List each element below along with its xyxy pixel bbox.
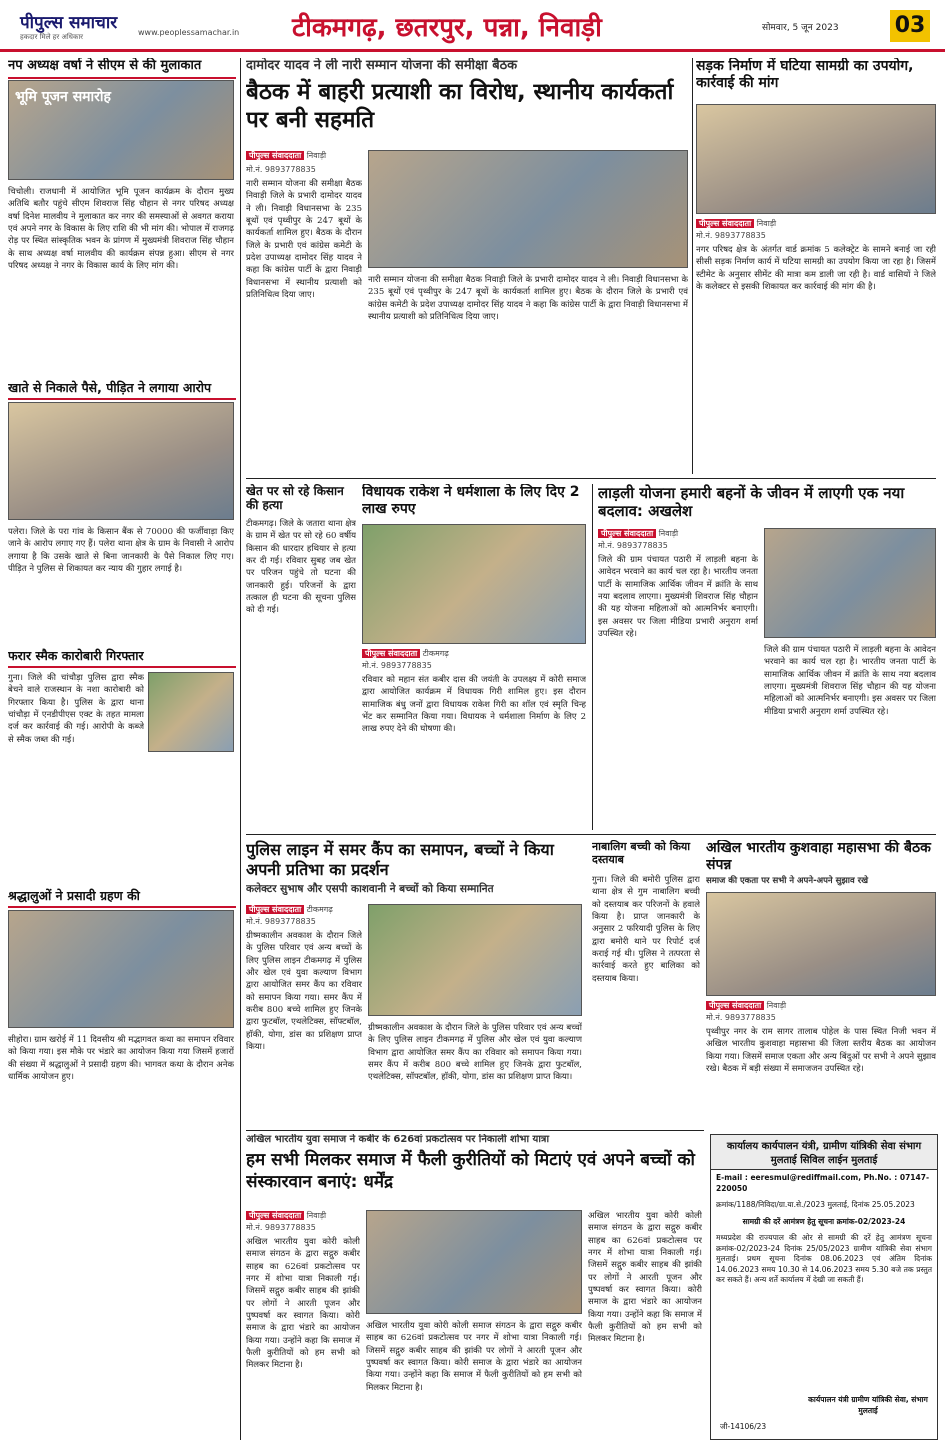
byline: पीपुल्स संवाददाता टीकमगढ़ (362, 648, 449, 659)
headline: पुलिस लाइन में समर कैंप का समापन, बच्चों ने किया अपनी प्रतिभा का प्रदर्शन (246, 840, 554, 879)
website-url: www.peoplessamachar.in (138, 28, 240, 37)
mobile-number: मो.नं. 9893778835 (696, 231, 766, 240)
story-prasadi (8, 888, 236, 1440)
subheadline: कलेक्टर सुभाष और एसपी काशवानी ने बच्चों को किया सम्मानित (246, 883, 494, 895)
headline: अखिल भारतीय कुशवाहा महासभा की बैठक संपन्न (706, 840, 931, 873)
region-title: टीकमगढ़, छतरपुर, पन्ना, निवाड़ी (292, 13, 602, 43)
byline: पीपुल्स संवाददाता निवाड़ी (246, 150, 326, 161)
headline: विधायक राकेश ने धर्मशाला के लिए दिए 2 लाख रुपए (362, 484, 580, 517)
byline: पीपुल्स संवाददाता टीकमगढ़ (246, 904, 333, 915)
article-body: नगर परिषद क्षेत्र के अंतर्गत वार्ड क्रमांक 5 कलेक्ट्रेट के सामने बनाई जा रही सीसी सड़क निर्माण कार्य में घटिया सामग्री का उपयोग किया जा रहा है। जिसमें स्टीमेट के अनुसार सीमेंट की मात्रा कम डाली जा रही है। वार्ड वासियों ने जिले के कलेक्टर से इसकी शिकायत कर कार्रवाई की मांग की है। (696, 245, 936, 292)
photo-devotees (8, 910, 234, 1028)
article-body-cont: ग्रीष्मकालीन अवकाश के दौरान जिले के पुलिस परिवार एवं अन्य बच्चों के लिए पुलिस लाइन टीकमगढ़ में पुलिस और खेल एवं युवा कल्याण विभाग द्वारा आयोजित समर कैंप का रविवार को समापन किया गया। समर कैंप में करीब 800 बच्चे शामिल हुए जिनके द्वारा फुटबॉल, एथलेटिक्स, सॉफ्टबॉल, हॉकी, योगा, डांस का प्रशिक्षण प्राप्त किया। (368, 1023, 582, 1083)
notice-sign: कार्यपालन यंत्री ग्रामीण यांत्रिकी सेवा, संभाग मुलताई (808, 1395, 928, 1415)
article-body-cont: अखिल भारतीय युवा कोरी कोली समाज संगठन के द्वारा सद्गुरु कबीर साहब का 626वां प्रकटोत्सव पर नगर में शोभा यात्रा निकाली गई। जिसमें सद्गुरु कबीर साहब की झांकी पर लोगों ने आरती पूजन और पुष्पवर्षा कर स्वागत किया। कोरी समाज के द्वारा भंडारे का आयोजन किया गया। उन्होंने कहा कि समाज में फैली कुरीतियों को हम सभी को मिलकर मिटाना है। (588, 1211, 702, 1345)
article-body: गुना। जिले की बमोरी पुलिस द्वारा थाना क्षेत्र से गुम नाबालिग बच्ची को दस्तयाब कर परिजनों के हवाले किया है। प्राप्त जानकारी के अनुसार 2 फरियादी पुलिस के लिए द्वारा बमोरी थाने पर रिपोर्ट दर्ज कराई गई थी। पुलिस ने तत्परता से कार्रवाई करते हुए बालिका को दस्तयाब किया। (592, 875, 700, 984)
article-body: पलेरा। जिले के परा गांव के किसान बैंक से 70000 की फर्जीवाड़ा किए जाने के आरोप लगाए गए हैं। पलेरा थाना क्षेत्र के ग्राम के निवासी ने आरोप लगाया है कि उसके खाते से बिना जानकारी के पैसे निकाल लिए गए। पीड़ित ने पुलिस से शिकायत कर न्याय की गुहार लगाई है। (8, 527, 234, 574)
photo-felicitation (706, 892, 936, 996)
headline: नप अध्यक्ष वर्षा ने सीएम से की मुलाकात (8, 58, 236, 79)
byline: पीपुल्स संवाददाता निवाड़ी (598, 528, 678, 539)
newspaper-logo: पीपुल्स समाचार हकदार मिले हर अधिकार (20, 13, 118, 41)
headline: नाबालिग बच्ची को किया दस्तयाब (592, 840, 691, 867)
headline: सड़क निर्माण में घटिया सामग्री का उपयोग, कार्रवाई की मांग (696, 58, 914, 91)
section-divider (246, 1130, 704, 1131)
article-body-mid: अखिल भारतीय युवा कोरी कोली समाज संगठन के द्वारा सद्गुरु कबीर साहब का 626वां प्रकटोत्सव पर नगर में शोभा यात्रा निकाली गई। जिसमें सद्गुरु कबीर साहब की झांकी पर लोगों ने आरती पूजन और पुष्पवर्षा कर स्वागत किया। कोरी समाज के द्वारा भंडारे का आयोजन किया गया। उन्होंने कहा कि समाज में फैली कुरीतियों को हम सभी को मिलकर मिटाना है। (366, 1321, 582, 1393)
photo-victims (8, 402, 234, 520)
story-cm-meeting (8, 58, 236, 376)
byline: पीपुल्स संवाददाता निवाड़ी (706, 1000, 786, 1011)
article-body: जिले की ग्राम पंचायत पठारी में लाड़ली बहना के आवेदन भरवाने का कार्य चल रहा है। भारतीय जनता पार्टी के सामाजिक आर्थिक जीवन में क्रांति के साथ नया बदलाव लाएगा। मुख्यमंत्री शिवराज सिंह चौहान की यह योजना महिलाओं को आत्मनिर्भर बनाएगी। इस अवसर पर जिला मीडिया प्रभारी अनुराग शर्मा उपस्थित रहे। (598, 555, 758, 639)
notice-email: E-mail : eeresmul@rediffmail.com, Ph.No. : 07147-220050 (716, 1173, 930, 1193)
photo-procession (366, 1210, 582, 1314)
mobile-number: मो.नं. 9893778835 (246, 917, 316, 926)
photo-caption: भूमि पूजन समारोह (15, 89, 111, 105)
headline: लाड़ली योजना हमारी बहनों के जीवन में लाएगी एक नया बदलाव: अखलेश (598, 484, 905, 520)
article-body: अखिल भारतीय युवा कोरी कोली समाज संगठन के द्वारा सद्गुरु कबीर साहब का 626वां प्रकटोत्सव पर नगर में शोभा यात्रा निकाली गई। जिसमें सद्गुरु कबीर साहब की झांकी पर लोगों ने आरती पूजन और पुष्पवर्षा कर स्वागत किया। कोरी समाज के द्वारा भंडारे का आयोजन किया गया। उन्होंने कहा कि समाज में फैली कुरीतियों को हम सभी को मिलकर मिटाना है। (246, 1237, 360, 1371)
notice-subject: सामग्री की दरें आमंत्रण हेतु सूचना क्रमांक-02/2023-24 (742, 1216, 906, 1226)
article-body-cont: जिले की ग्राम पंचायत पठारी में लाड़ली बहना के आवेदन भरवाने का कार्य चल रहा है। भारतीय जनता पार्टी के सामाजिक आर्थिक जीवन में क्रांति के साथ नया बदलाव लाएगा। मुख्यमंत्री शिवराज सिंह चौहान की यह योजना महिलाओं को आत्मनिर्भर बनाएगी। इस अवसर पर जिला मीडिया प्रभारी अनुराग शर्मा उपस्थित रहे। (764, 645, 936, 717)
headline: फरार स्मैक कारोबारी गिरफ्तार (8, 648, 236, 668)
article-body: गुना। जिले की चांचौड़ा पुलिस द्वारा स्मैक बेचने वाले राजस्थान के नशा कारोबारी को गिरफ्तार किया है। पुलिस के द्वारा थाना चांचौड़ा में एनडीपीएस एक्ट के तहत मामला दर्ज कर कार्रवाई की गई। आरोपी के कब्जे से स्मैक जब्त की गई। (8, 673, 144, 745)
story-lead-meeting (246, 58, 690, 474)
mobile-number: मो.नं. 9893778835 (706, 1013, 776, 1022)
photo-road (696, 104, 936, 214)
notice-body: मध्यप्रदेश की राज्यपाल की ओर से सामग्री की दरें हेतु आमंत्रण सूचना क्रमांक-02/2023-24 दिनांक 25/05/2023 ग्रामीण यांत्रिकी सेवा संभाग मुलताई। प्रथम सूचना दिनांक 08.06.2023 एवं अंतिम दिनांक 14.06.2023 समय 10.30 से 14.06.2023 समय 5.30 बजे तक प्रस्तुत कर सकते हैं। अन्य शर्ते कार्यालय में देखी जा सकती हैं। (716, 1233, 932, 1284)
kicker: दामोदर यादव ने ली नारी सम्मान योजना की समीक्षा बैठक (246, 58, 518, 73)
story-mla-donation (362, 484, 588, 830)
notice-footer: जी-14106/23 (720, 1421, 767, 1431)
date: सोमवार, 5 जून 2023 (762, 23, 839, 33)
story-minor-rescued (592, 840, 700, 1126)
tender-notice (710, 1134, 938, 1440)
story-summer-camp (246, 840, 584, 1126)
story-road-quality (696, 58, 938, 474)
article-body: टीकमगढ़। जिले के जतारा थाना क्षेत्र के ग्राम में खेत पर सो रहे 60 वर्षीय किसान की धारदार हथियार से हत्या कर दी गई। रविवार सुबह जब खेत पर परिजन पहुंचे तो घटना की जानकारी हुई। परिजनों के द्वारा तत्काल ही घटना की सूचना पुलिस को दी गई। (246, 519, 356, 616)
headline: बैठक में बाहरी प्रत्याशी का विरोध, स्थानीय कार्यकर्ता पर बनी सहमति (246, 78, 674, 133)
headline: हम सभी मिलकर समाज में फैली कुरीतियों को मिटाएं एवं अपने बच्चों को संस्कारवान बनाएं: धर्मेंद्र (246, 1150, 695, 1193)
headline: श्रद्धालुओं ने प्रसादी ग्रहण की (8, 888, 236, 908)
mobile-number: मो.नं. 9893778835 (246, 1223, 316, 1232)
mobile-number: मो.नं. 9893778835 (246, 165, 316, 174)
masthead (0, 0, 945, 52)
article-body-right: नारी सम्मान योजना की समीक्षा बैठक निवाड़ी जिले के प्रभारी दामोदर यादव ने ली। निवाड़ी विधानसभा के 235 बूथों एवं पृथ्वीपुर के 247 बूथों के कार्यकर्ता शामिल हुए। बैठक के दौरान जिले के प्रभारी एवं कांग्रेस कमेटी के प्रदेश उपाध्यक्ष दामोदर सिंह यादव ने कहा कि कांग्रेस पार्टी के द्वारा निवाड़ी विधानसभा में स्थानीय प्रत्याशी को प्रतिनिधित्व दिया जाए। (368, 275, 688, 322)
photo-bhoomi-pujan (8, 80, 234, 180)
story-bank-fraud (8, 380, 236, 642)
notice-ref: क्रमांक/1188/निविदा/ग्रा.या.से./2023 मुलताई, दिनांक 25.05.2023 (716, 1200, 915, 1209)
story-ladli-yojana (598, 484, 938, 830)
article-body: ग्रीष्मकालीन अवकाश के दौरान जिले के पुलिस परिवार एवं अन्य बच्चों के लिए पुलिस लाइन टीकमगढ़ में पुलिस और खेल एवं युवा कल्याण विभाग द्वारा आयोजित समर कैंप का रविवार को समापन किया गया। समर कैंप में करीब 800 बच्चे शामिल हुए जिनके द्वारा फुटबॉल, एथलेटिक्स, सॉफ्टबॉल, हॉकी, योगा, डांस का प्रशिक्षण प्राप्त किया। (246, 931, 362, 1052)
photo-yoga-kids (368, 904, 582, 1016)
article-body: सीहोरा। ग्राम खरोई में 11 दिवसीय श्री मद्भागवत कथा का समापन रविवार को किया गया। इस मौके पर भंडारे का आयोजन किया गया जिसमें हजारों की संख्या में श्रद्धालुओं ने प्रसादी ग्रहण की। भागवत कथा के दौरान अनेक धार्मिक आयोजन हुए। (8, 1035, 234, 1082)
mobile-number: मो.नं. 9893778835 (598, 541, 668, 550)
column-divider (692, 58, 693, 474)
story-smack-arrest (8, 648, 236, 884)
column-divider (592, 484, 593, 830)
column-divider (240, 58, 241, 1440)
article-body: पृथ्वीपुर नगर के राम सागर तालाब पोहेल के पास स्थित निजी भवन में अखिल भारतीय कुशवाहा महासभा की जिला स्तरीय बैठक का आयोजन किया गया। जिसमें समाज एकता और अन्य बिंदुओं पर सभी ने अपने सुझाव रखे। बैठक में बड़ी संख्या में समाजजन उपस्थित रहे। (706, 1027, 936, 1074)
byline: पीपुल्स संवाददाता निवाड़ी (696, 218, 776, 229)
page-number: 03 (890, 10, 930, 42)
article-body-left: नारी सम्मान योजना की समीक्षा बैठक निवाड़ी जिले के प्रभारी दामोदर यादव ने ली। निवाड़ी विधानसभा के 235 बूथों एवं पृथ्वीपुर के 247 बूथों के कार्यकर्ता शामिल हुए। बैठक के दौरान जिले के प्रभारी एवं कांग्रेस कमेटी के प्रदेश उपाध्यक्ष दामोदर सिंह यादव ने कहा कि कांग्रेस पार्टी के द्वारा निवाड़ी विधानसभा में स्थानीय प्रत्याशी को प्रतिनिधित्व दिया जाए। (246, 179, 362, 300)
article-body: चिचोली। राजधानी में आयोजित भूमि पूजन कार्यक्रम के दौरान मुख्य अतिथि बतौर पहुंचे सीएम शिवराज सिंह चौहान से नगर परिषद अध्यक्ष वर्षा दिनेश मालवीय ने मुलाकात कर नगर की समस्याओं से अवगत कराया एवं अपने नगर के विकास के लिए राशि की भी मांग की। भोपाल में राजगढ़ रोड़ पर स्थित सांस्कृतिक भवन के प्रांगण में मुख्यमंत्री शिवराज सिंह चौहान के साथ अध्यक्ष वर्षा मालवीय की कार्यक्रम संपन्न हुआ। सीएम से नगर परिषद अध्यक्ष ने नगर के विकास कार्य के लिए मांग की। (8, 187, 234, 271)
mobile-number: मो.नं. 9893778835 (362, 661, 432, 670)
story-kushwaha-meeting (706, 840, 938, 1126)
article-body: रविवार को महान संत कबीर दास की जयंती के उपलक्ष्य में कोरी समाज द्वारा आयोजित कार्यक्रम में विधायक गिरी शामिल हुए। इस दौरान सामाजिक बंधु जनों द्वारा विधायक राकेश गिरी का शॉल एवं स्मृति चिन्ह भेंट कर सम्मानित किया गया। विधायक ने धर्मशाला निर्माण के लिए 2 लाख रुपए देने की घोषणा की। (362, 675, 586, 735)
photo-women (764, 528, 936, 638)
notice-title: कार्यालय कार्यपालन यंत्री, ग्रामीण यांत्रिकी सेवा संभाग मुलताई सिविल लाईन मुलताई (711, 1135, 937, 1170)
photo-meeting (368, 150, 688, 268)
photo-accused (148, 672, 234, 752)
section-divider (246, 834, 936, 835)
headline: खाते से निकाले पैसे, पीड़ित ने लगाया आरोप (8, 380, 236, 400)
kicker: अखिल भारतीय युवा समाज ने कबीर के 626वां प्रकटोत्सव पर निकाली शोभा यात्रा (246, 1134, 550, 1145)
story-farmer-murder (246, 484, 356, 830)
section-divider (246, 478, 936, 479)
byline: पीपुल्स संवाददाता निवाड़ी (246, 1210, 326, 1221)
story-kabir-procession (246, 1134, 704, 1440)
subheadline: समाज की एकता पर सभी ने अपने-अपने सुझाव रखे (706, 875, 869, 886)
headline: खेत पर सो रहे किसान की हत्या (246, 484, 344, 513)
photo-felicitation (362, 524, 586, 644)
